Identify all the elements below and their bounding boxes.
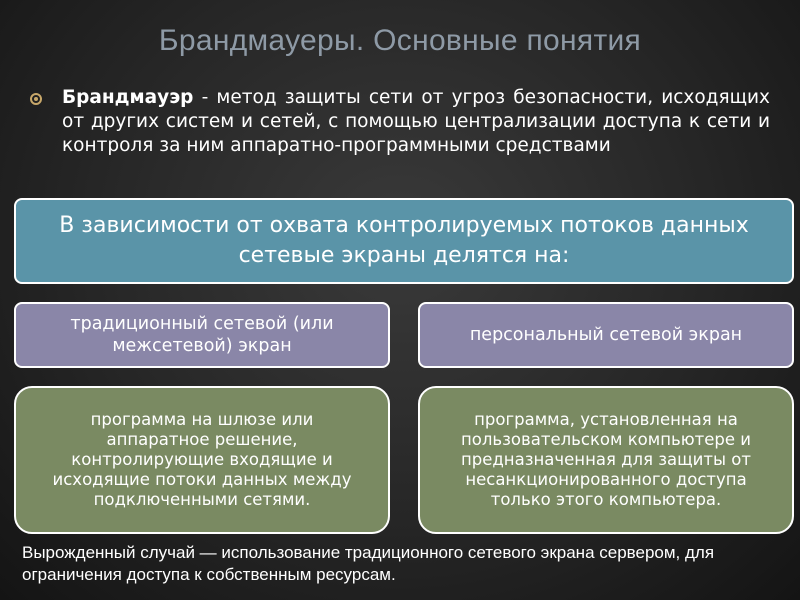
classification-header-text: В зависимости от охвата контролируемых потоков данных сетевые экраны делятся на: bbox=[59, 213, 749, 268]
definition-term: Брандмауэр bbox=[62, 87, 194, 108]
type-label-traditional: традиционный сетевой (или межсетевой) экран bbox=[70, 314, 334, 356]
type-box-traditional bbox=[14, 302, 390, 368]
desc-text-personal: программа, установленная на пользовательском компьютере и предназначенная для защиты от несанкционированного доступа только этого компьютера. bbox=[460, 410, 751, 509]
desc-box-traditional bbox=[14, 386, 390, 534]
footnote-text: Вырожденный случай — использование традиционного сетевого экрана сервером, для ограничения доступа к собственным ресурсам. bbox=[22, 543, 715, 584]
type-box-personal bbox=[418, 302, 794, 368]
definition-text bbox=[62, 86, 770, 158]
slide-title: Брандмауеры. Основные понятия bbox=[158, 24, 642, 57]
circle-bullet-icon bbox=[30, 93, 42, 105]
desc-box-personal bbox=[418, 386, 794, 534]
definition-body: - метод защиты сети от угроз безопасности, исходящих от других систем и сетей, с помощью централизации доступа к сети и контроля за ним аппаратно-программными средствами bbox=[62, 87, 770, 156]
desc-text-traditional: программа на шлюзе или аппаратное решение, контролирующие входящие и исходящие потоки данных между подключенными сетями. bbox=[52, 410, 352, 509]
type-label-personal: персональный сетевой экран bbox=[469, 325, 743, 345]
classification-header-box bbox=[14, 198, 794, 284]
